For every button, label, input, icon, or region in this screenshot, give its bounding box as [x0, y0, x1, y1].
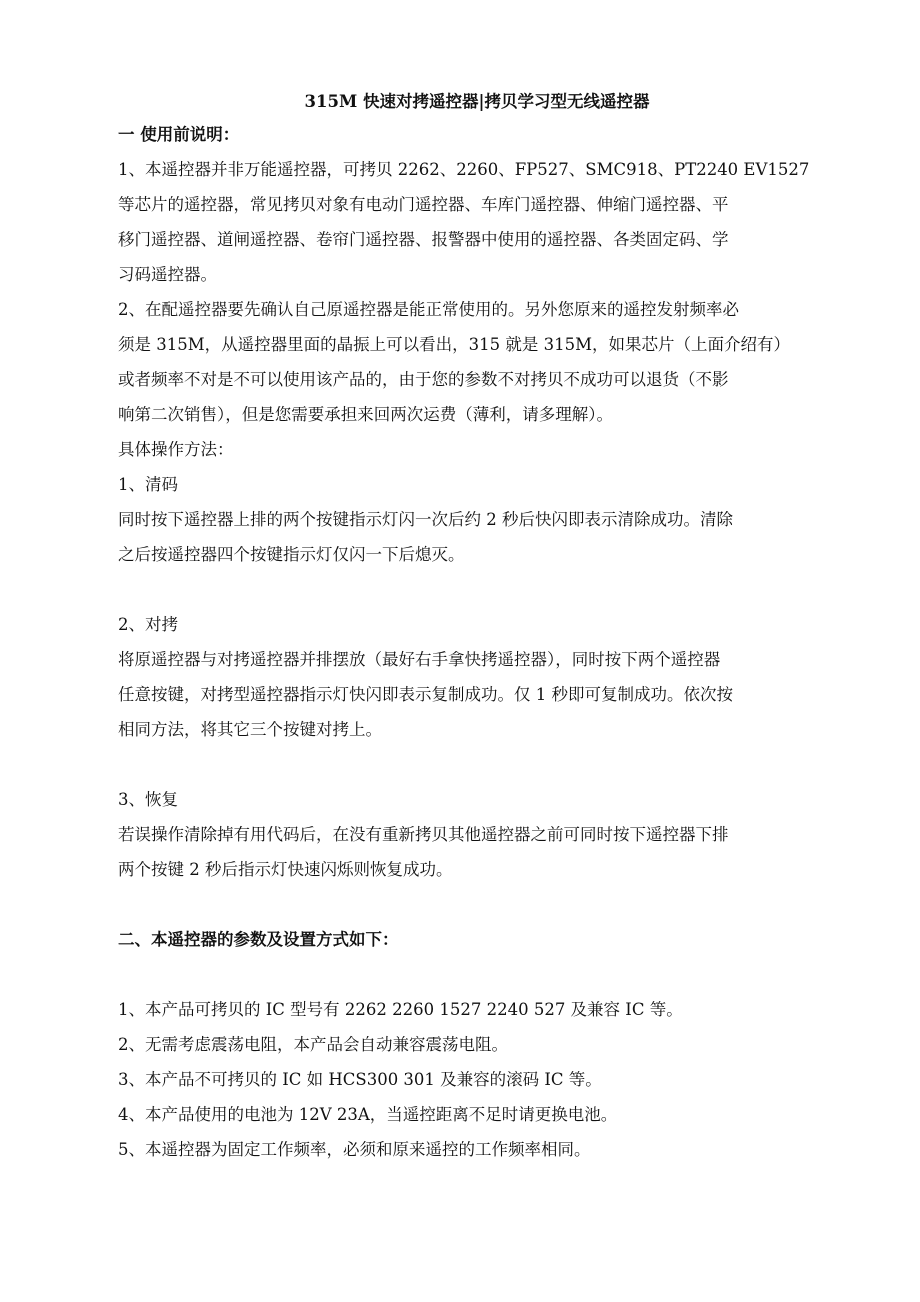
step-1-line: 同时按下遥控器上排的两个按键指示灯闪一次后约 2 秒后快闪即表示清除成功。清除 — [118, 510, 733, 529]
spec-item: 5、本遥控器为固定工作频率，必须和原来遥控的工作频率相同。 — [118, 1140, 591, 1159]
paragraph-2-line: 响第二次销售），但是您需要承担来回两次运费（薄利，请多理解）。 — [118, 405, 613, 424]
section-1-heading: 一 使用前说明： — [118, 125, 240, 144]
paragraph-1-line: 习码遥控器。 — [118, 265, 217, 284]
step-2-line: 将原遥控器与对拷遥控器并排摆放（最好右手拿快拷遥控器），同时按下两个遥控器 — [118, 650, 721, 669]
spec-item: 4、本产品使用的电池为 12V 23A，当遥控距离不足时请更换电池。 — [118, 1105, 618, 1124]
step-2-line: 任意按键，对拷型遥控器指示灯快闪即表示复制成功。仅 1 秒即可复制成功。依次按 — [118, 685, 733, 704]
step-3-line: 若误操作清除掉有用代码后，在没有重新拷贝其他遥控器之前可同时按下遥控器下排 — [118, 825, 729, 844]
spec-item: 2、无需考虑震荡电阻，本产品会自动兼容震荡电阻。 — [118, 1035, 508, 1054]
paragraph-2-line: 2、在配遥控器要先确认自己原遥控器是能正常使用的。另外您原来的遥控发射频率必 — [118, 300, 739, 319]
method-label: 具体操作方法： — [118, 440, 234, 459]
step-2-title: 2、对拷 — [118, 615, 178, 634]
spec-item: 1、本产品可拷贝的 IC 型号有 2262 2260 1527 2240 527 及兼容 IC 等。 — [118, 1000, 683, 1019]
paragraph-1-line: 移门遥控器、道闸遥控器、卷帘门遥控器、报警器中使用的遥控器、各类固定码、学 — [118, 230, 729, 249]
step-1-line: 之后按遥控器四个按键指示灯仅闪一下后熄灭。 — [118, 545, 465, 564]
document-title: 315M 快速对拷遥控器|拷贝学习型无线遥控器 — [304, 92, 650, 111]
paragraph-2-line: 或者频率不对是不可以使用该产品的，由于您的参数不对拷贝不成功可以退货（不影 — [118, 370, 729, 389]
spec-item: 3、本产品不可拷贝的 IC 如 HCS300 301 及兼容的滚码 IC 等。 — [118, 1070, 602, 1089]
spacer — [118, 572, 816, 607]
spacer — [118, 747, 816, 782]
step-2-line: 相同方法，将其它三个按键对拷上。 — [118, 720, 382, 739]
step-1-title: 1、清码 — [118, 475, 178, 494]
section-2-heading: 二、本遥控器的参数及设置方式如下： — [118, 930, 399, 949]
step-3-title: 3、恢复 — [118, 790, 178, 809]
paragraph-1-line: 1、本遥控器并非万能遥控器，可拷贝 2262、2260、FP527、SMC918、PT2240 EV1527 — [118, 160, 810, 179]
spacer — [118, 887, 816, 922]
step-3-line: 两个按键 2 秒后指示灯快速闪烁则恢复成功。 — [118, 860, 453, 879]
paragraph-1-line: 等芯片的遥控器，常见拷贝对象有电动门遥控器、车库门遥控器、伸缩门遥控器、平 — [118, 195, 729, 214]
spacer — [118, 957, 816, 992]
paragraph-2-line: 须是 315M，从遥控器里面的晶振上可以看出，315 就是 315M，如果芯片（上面介绍有） — [118, 335, 791, 354]
